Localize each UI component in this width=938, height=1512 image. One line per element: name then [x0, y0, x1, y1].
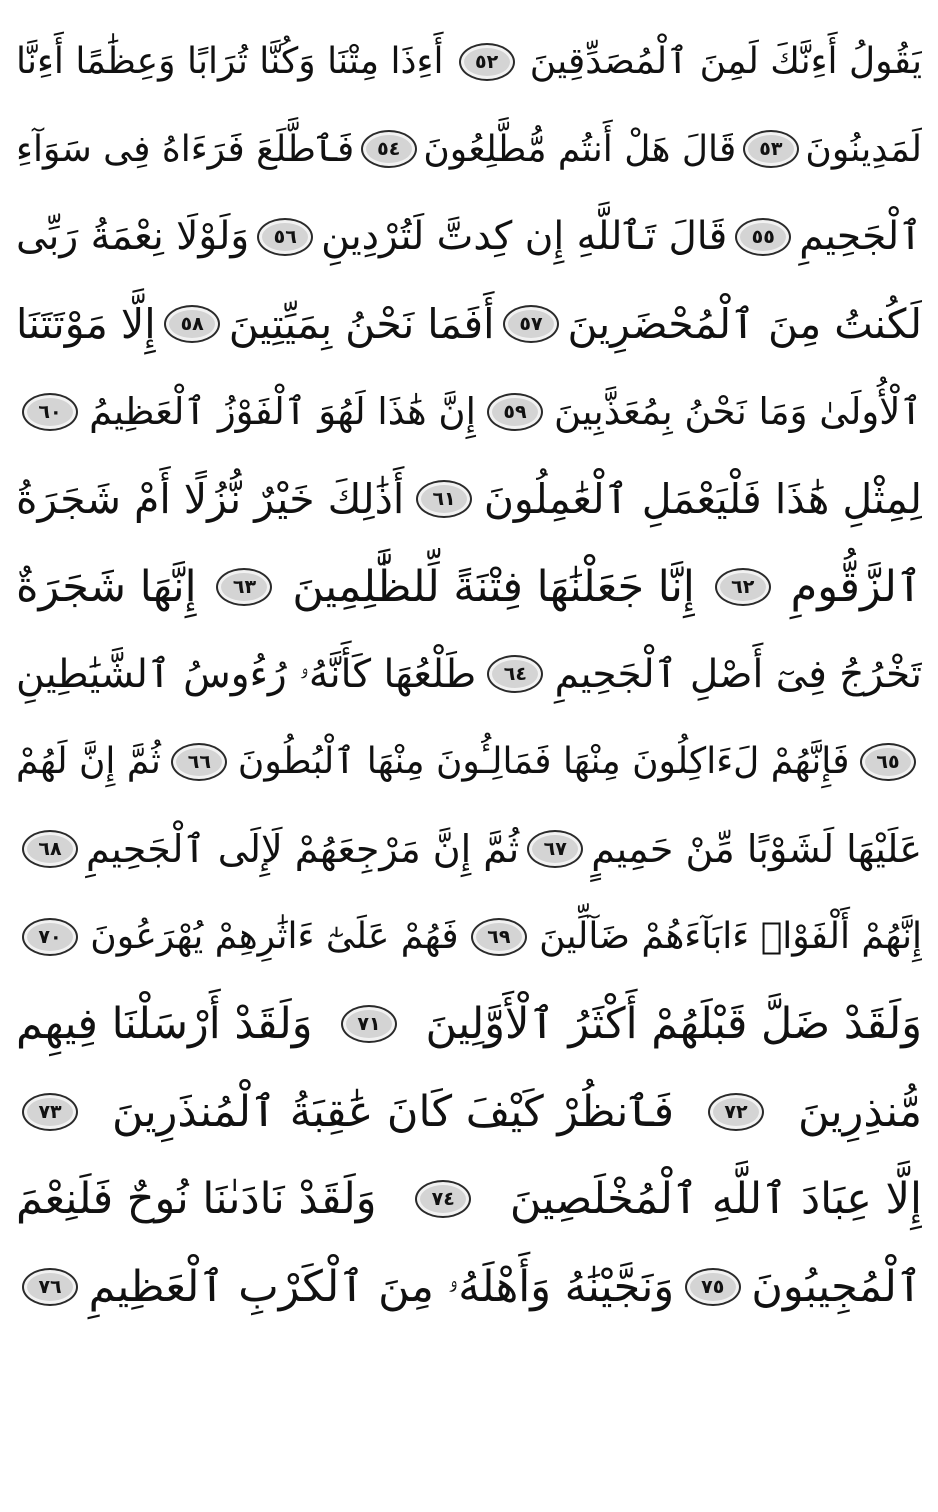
verse-text: إِنَّ هَٰذَا لَهُوَ ٱلْفَوْزُ ٱلْعَظِيمُ: [89, 390, 476, 434]
verse-text: فَإِنَّهُمْ لَءَاكِلُونَ مِنْهَا فَمَالِـُٔونَ مِنْهَا ٱلْبُطُونَ: [237, 741, 850, 783]
text-line-10: [16, 806, 922, 894]
text-line-12: [16, 981, 922, 1069]
verse-number-marker: ٧٥: [685, 1268, 741, 1306]
verse-text: عَلَيْهَا لَشَوْبًا مِّنْ حَمِيمٍ: [591, 827, 922, 872]
verse-text: وَلَقَدْ نَادَىٰنَا نُوحٌ فَلَنِعْمَ: [16, 1174, 377, 1225]
verse-text: وَنَجَّيْنَٰهُ وَأَهْلَهُۥ مِنَ ٱلْكَرْبِ ٱلْعَظِيمِ: [88, 1261, 675, 1312]
verse-number-marker: ٦٤: [487, 655, 543, 693]
verse-text: لَمَدِينُونَ: [805, 128, 922, 170]
verse-text: قَالَ تَٱللَّهِ إِن كِدتَّ لَتُرْدِينِ: [321, 214, 728, 260]
verse-number-marker: ٥٣: [743, 130, 799, 168]
verse-number-marker: ٦٩: [471, 918, 527, 956]
text-line-13: [16, 1068, 922, 1156]
verse-text: لَكُنتُ مِنَ ٱلْمُحْضَرِينَ: [567, 300, 922, 349]
verse-number-marker: ٦٠: [22, 393, 78, 431]
verse-number-marker: ٦١: [416, 480, 472, 518]
verse-number-marker: ٥٥: [735, 218, 791, 256]
text-line-6: [16, 456, 922, 544]
verse-number-marker: ٦٣: [216, 568, 272, 606]
verse-text: إِلَّا مَوْتَتَنَا: [16, 300, 156, 349]
verse-text: إِنَّهُمْ أَلْفَوْا۟ ءَابَآءَهُمْ ضَآلِّينَ: [539, 916, 922, 958]
text-line-9: [16, 718, 922, 806]
text-line-4: [16, 281, 922, 369]
verse-number-marker: ٦٥: [860, 743, 916, 781]
verse-number-marker: ٧٦: [22, 1268, 78, 1306]
verse-number-marker: ٧٤: [415, 1180, 471, 1218]
verse-text: ٱلزَّقُّومِ: [790, 561, 922, 612]
text-line-2: [16, 106, 922, 194]
verse-text: مُّنذِرِينَ: [797, 1086, 922, 1137]
verse-number-marker: ٧٣: [22, 1093, 78, 1131]
verse-text: طَلْعُهَا كَأَنَّهُۥ رُءُوسُ ٱلشَّيَٰطِينِ: [16, 651, 477, 697]
verse-number-marker: ٦٧: [527, 830, 583, 868]
verse-text: إِلَّا عِبَادَ ٱللَّهِ ٱلْمُخْلَصِينَ: [509, 1174, 922, 1225]
verse-text: ٱلْمُجِيبُونَ: [751, 1261, 922, 1312]
verse-number-marker: ٧٠: [22, 918, 78, 956]
verse-number-marker: ٦٢: [715, 568, 771, 606]
verse-text: أَذَٰلِكَ خَيْرٌ نُّزُلًا أَمْ شَجَرَةُ: [16, 475, 405, 524]
text-line-7: [16, 543, 922, 631]
text-line-8: [16, 631, 922, 719]
verse-text: إِنَّهَا شَجَرَةٌ: [16, 561, 197, 612]
text-line-5: [16, 368, 922, 456]
verse-text: أَفَمَا نَحْنُ بِمَيِّتِينَ: [228, 300, 495, 349]
text-line-1: [16, 18, 922, 106]
verse-number-marker: ٦٦: [171, 743, 227, 781]
verse-number-marker: ٥٤: [361, 130, 417, 168]
verse-text: قَالَ هَلْ أَنتُم مُّطَّلِعُونَ: [423, 128, 737, 170]
text-line-14: [16, 1156, 922, 1244]
verse-text: تَخْرُجُ فِىٓ أَصْلِ ٱلْجَحِيمِ: [554, 651, 922, 697]
verse-text: فَٱنظُرْ كَيْفَ كَانَ عَٰقِبَةُ ٱلْمُنذَرِينَ: [111, 1086, 675, 1137]
text-line-15: [16, 1243, 922, 1331]
verse-number-marker: ٥٦: [257, 218, 313, 256]
verse-text: لِمِثْلِ هَٰذَا فَلْيَعْمَلِ ٱلْعَٰمِلُونَ: [483, 475, 922, 524]
verse-number-marker: ٧٢: [708, 1093, 764, 1131]
verse-text: فَهُمْ عَلَىٰٓ ءَاثَٰرِهِمْ يُهْرَعُونَ: [90, 916, 459, 958]
verse-number-marker: ٥٧: [503, 305, 559, 343]
verse-number-marker: ٧١: [341, 1005, 397, 1043]
verse-text: أَءِذَا مِتْنَا وَكُنَّا تُرَابًا وَعِظَٰمًا أَءِنَّا: [16, 41, 444, 83]
verse-text: وَلَوْلَا نِعْمَةُ رَبِّى: [16, 214, 250, 260]
verse-text: ٱلْأُولَىٰ وَمَا نَحْنُ بِمُعَذَّبِينَ: [554, 390, 922, 434]
verse-text: وَلَقَدْ ضَلَّ قَبْلَهُمْ أَكْثَرُ ٱلْأَوَّلِينَ: [425, 999, 922, 1050]
text-line-3: [16, 193, 922, 281]
verse-number-marker: ٥٢: [459, 43, 515, 81]
verse-number-marker: ٥٩: [487, 393, 543, 431]
verse-number-marker: ٥٨: [164, 305, 220, 343]
text-line-11: [16, 893, 922, 981]
verse-text: فَٱطَّلَعَ فَرَءَاهُ فِى سَوَآءِ: [16, 128, 355, 170]
verse-number-marker: ٦٨: [22, 830, 78, 868]
verse-text: ٱلْجَحِيمِ: [799, 214, 922, 260]
verse-text: ثُمَّ إِنَّ مَرْجِعَهُمْ لَإِلَى ٱلْجَحِيمِ: [86, 827, 520, 872]
verse-text: وَلَقَدْ أَرْسَلْنَا فِيهِم: [16, 999, 313, 1050]
verse-text: إِنَّا جَعَلْنَٰهَا فِتْنَةً لِّلظَّٰلِمِينَ: [292, 561, 695, 612]
verse-text: ثُمَّ إِنَّ لَهُمْ: [16, 741, 161, 783]
verse-text: يَقُولُ أَءِنَّكَ لَمِنَ ٱلْمُصَدِّقِينَ: [529, 41, 922, 83]
